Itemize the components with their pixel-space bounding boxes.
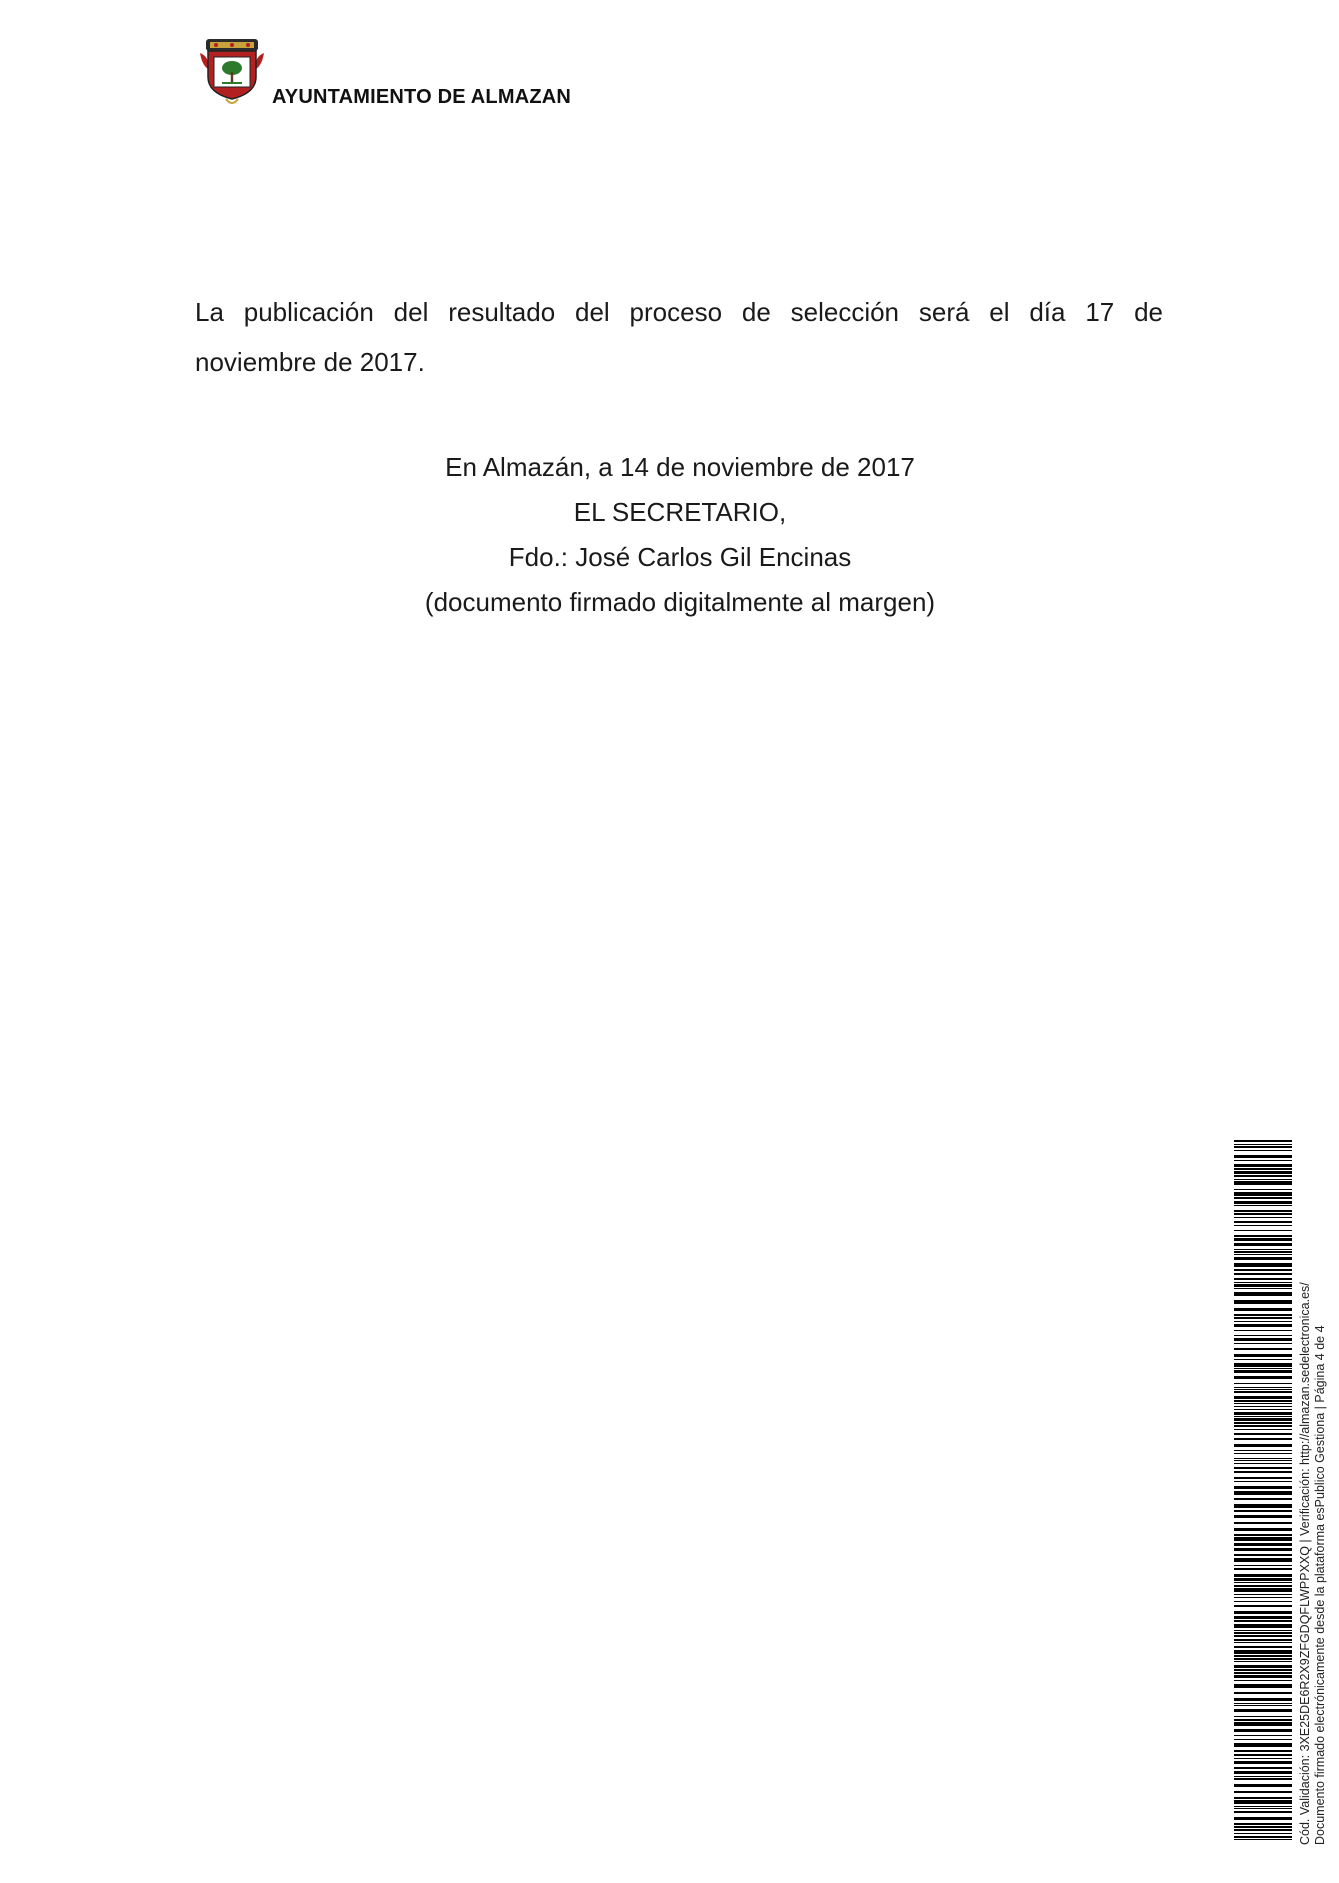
signer-role: EL SECRETARIO, bbox=[573, 497, 787, 527]
platform-line: Documento firmado electrónicamente desde la plataforma esPublico Gestiona | Página 4 de 4 bbox=[1313, 1325, 1327, 1845]
barcode-bar bbox=[1234, 1168, 1292, 1170]
barcode-bar bbox=[1234, 1425, 1292, 1427]
barcode-bar bbox=[1234, 1238, 1292, 1241]
signer-name: Fdo.: José Carlos Gil Encinas bbox=[508, 542, 852, 572]
barcode-bar bbox=[1234, 1444, 1292, 1447]
barcode-bar bbox=[1234, 1308, 1292, 1311]
barcode-bar bbox=[1234, 1438, 1292, 1440]
barcode-bar bbox=[1234, 1537, 1292, 1541]
barcode-bar bbox=[1234, 1317, 1292, 1319]
barcode-bar bbox=[1234, 1616, 1292, 1619]
barcode-bar bbox=[1234, 1406, 1292, 1407]
barcode-bar bbox=[1234, 1189, 1292, 1190]
barcode-bar bbox=[1234, 1510, 1292, 1512]
barcode-bar bbox=[1234, 1164, 1292, 1167]
barcode-bar bbox=[1234, 1754, 1292, 1756]
barcode-bar bbox=[1234, 1477, 1292, 1479]
barcode-bar bbox=[1234, 1585, 1292, 1587]
barcode-bar bbox=[1234, 1716, 1292, 1717]
barcode-bar bbox=[1234, 1481, 1292, 1482]
barcode-bar bbox=[1234, 1389, 1292, 1390]
validation-margin-text bbox=[1298, 1185, 1328, 1845]
barcode-bar bbox=[1234, 1314, 1292, 1316]
barcode-bar bbox=[1234, 1680, 1292, 1681]
barcode-bar bbox=[1234, 1140, 1292, 1142]
barcode-bar bbox=[1234, 1324, 1292, 1327]
barcode-bar bbox=[1234, 1288, 1292, 1289]
barcode-bar bbox=[1234, 1522, 1292, 1524]
barcode-bar bbox=[1234, 1624, 1292, 1628]
barcode-bar bbox=[1234, 1376, 1292, 1379]
barcode-bar bbox=[1234, 1491, 1292, 1495]
barcode-bar bbox=[1234, 1321, 1292, 1322]
barcode-bar bbox=[1234, 1155, 1292, 1158]
barcode-bar bbox=[1234, 1504, 1292, 1508]
barcode-bar bbox=[1234, 1284, 1292, 1287]
barcode-bar bbox=[1234, 1292, 1292, 1296]
body-paragraph-line-2: noviembre de 2017. bbox=[195, 347, 425, 377]
barcode-bar bbox=[1234, 1771, 1292, 1774]
barcode-bar bbox=[1234, 1171, 1292, 1174]
barcode-bar bbox=[1234, 1383, 1292, 1384]
barcode-bar bbox=[1234, 1330, 1292, 1331]
barcode-bar bbox=[1234, 1534, 1292, 1536]
barcode-bar bbox=[1234, 1808, 1292, 1809]
barcode-bar bbox=[1234, 1655, 1292, 1657]
barcode-bar bbox=[1234, 1554, 1292, 1556]
barcode-bar bbox=[1234, 1565, 1292, 1566]
barcode-bar bbox=[1234, 1221, 1292, 1223]
barcode-bar bbox=[1234, 1192, 1292, 1196]
barcode-bar bbox=[1234, 1160, 1292, 1161]
barcode-bar bbox=[1234, 1719, 1292, 1721]
barcode-bar bbox=[1234, 1823, 1292, 1825]
barcode-bar bbox=[1234, 1235, 1292, 1237]
barcode-bar bbox=[1234, 1806, 1292, 1807]
barcode-bar bbox=[1234, 1263, 1292, 1267]
barcode-bar bbox=[1234, 1249, 1292, 1250]
barcode-bar bbox=[1234, 1605, 1292, 1607]
barcode-bar bbox=[1234, 1391, 1292, 1393]
barcode-bar bbox=[1234, 1230, 1292, 1231]
barcode-bar bbox=[1234, 1632, 1292, 1634]
body-paragraph bbox=[195, 287, 1163, 387]
barcode-bar bbox=[1234, 1217, 1292, 1218]
barcode-bar bbox=[1234, 1450, 1292, 1451]
barcode-bar bbox=[1234, 1597, 1292, 1598]
barcode-bar bbox=[1234, 1661, 1292, 1662]
barcode-bar bbox=[1234, 1396, 1292, 1399]
barcode-bar bbox=[1234, 1213, 1292, 1215]
barcode-bar bbox=[1234, 1709, 1292, 1712]
barcode-bar bbox=[1234, 1416, 1292, 1417]
barcode-bar bbox=[1234, 1817, 1292, 1820]
barcode-bar bbox=[1234, 1282, 1292, 1283]
barcode-bar bbox=[1234, 1257, 1292, 1260]
barcode-bar bbox=[1234, 1179, 1292, 1180]
barcode-bar bbox=[1234, 1278, 1292, 1280]
barcode-bar bbox=[1234, 1273, 1292, 1275]
barcode-bar bbox=[1234, 1611, 1292, 1614]
barcode-bar bbox=[1234, 1675, 1292, 1678]
barcode-bar bbox=[1234, 1225, 1292, 1226]
place-date: En Almazán, a 14 de noviembre de 2017 bbox=[445, 452, 915, 482]
barcode-bar bbox=[1234, 1548, 1292, 1551]
barcode-bar bbox=[1234, 1692, 1292, 1694]
barcode-bar bbox=[1234, 1758, 1292, 1759]
barcode-bar bbox=[1234, 1335, 1292, 1336]
barcode-bar bbox=[1234, 1422, 1292, 1424]
barcode-bar bbox=[1234, 1453, 1292, 1454]
barcode-bar bbox=[1234, 1811, 1292, 1813]
barcode-bar bbox=[1234, 1578, 1292, 1581]
barcode-bar bbox=[1234, 1359, 1292, 1360]
barcode-bar bbox=[1234, 1582, 1292, 1583]
barcode-bar bbox=[1234, 1343, 1292, 1344]
barcode-bar bbox=[1234, 1197, 1292, 1199]
barcode-bar bbox=[1234, 1729, 1292, 1732]
coat-of-arms-icon bbox=[196, 35, 268, 107]
barcode-bar bbox=[1234, 1412, 1292, 1415]
barcode-bar bbox=[1234, 1251, 1292, 1253]
barcode-bar bbox=[1234, 1672, 1292, 1674]
barcode-bar bbox=[1234, 1574, 1292, 1577]
barcode-bar bbox=[1234, 1403, 1292, 1404]
barcode-bar bbox=[1234, 1205, 1292, 1206]
barcode-bar bbox=[1234, 1703, 1292, 1704]
barcode-bar bbox=[1234, 1387, 1292, 1388]
barcode-bar bbox=[1234, 1735, 1292, 1736]
barcode-bar bbox=[1234, 1150, 1292, 1151]
barcode-bar bbox=[1234, 1705, 1292, 1706]
barcode-bar bbox=[1234, 1254, 1292, 1255]
barcode-bar bbox=[1234, 1515, 1292, 1518]
barcode-bar bbox=[1234, 1543, 1292, 1546]
barcode-bar bbox=[1234, 1650, 1292, 1654]
barcode-bar bbox=[1234, 1646, 1292, 1648]
barcode-bar bbox=[1234, 1460, 1292, 1461]
barcode-bar bbox=[1234, 1761, 1292, 1764]
barcode-bar bbox=[1234, 1363, 1292, 1367]
barcode-bar bbox=[1234, 1348, 1292, 1350]
barcode-bar bbox=[1234, 1433, 1292, 1435]
barcode-bar bbox=[1234, 1630, 1292, 1631]
barcode-bar bbox=[1234, 1210, 1292, 1212]
barcode-bar bbox=[1234, 1839, 1292, 1840]
barcode-bar bbox=[1234, 1400, 1292, 1402]
barcode-bar bbox=[1234, 1778, 1292, 1780]
barcode-bar bbox=[1234, 1658, 1292, 1660]
barcode-bar bbox=[1234, 1471, 1292, 1473]
barcode-bar bbox=[1234, 1722, 1292, 1726]
signature-note: (documento firmado digitalmente al margen) bbox=[424, 587, 936, 617]
barcode-bar bbox=[1234, 1797, 1292, 1799]
validation-code-line: Cód. Validación: 3XE25DE6R2X9ZFGDQFLWPPXXQ | Verificación: http://almazan.sedelectronica.es/ bbox=[1298, 1282, 1312, 1845]
barcode-bar bbox=[1234, 1463, 1292, 1464]
barcode-bar bbox=[1234, 1486, 1292, 1489]
body-paragraph-line-1: La publicación del resultado del proceso de selección será el día 17 de bbox=[195, 297, 1163, 327]
barcode-bar bbox=[1234, 1642, 1292, 1643]
barcode-bar bbox=[1234, 1243, 1292, 1246]
barcode-bar bbox=[1234, 1409, 1292, 1410]
barcode-bar bbox=[1234, 1620, 1292, 1622]
barcode-bar bbox=[1234, 1338, 1292, 1341]
barcode-bar bbox=[1234, 1684, 1292, 1688]
barcode-bar bbox=[1234, 1767, 1292, 1769]
barcode-bar bbox=[1234, 1588, 1292, 1592]
barcode-bar bbox=[1234, 1269, 1292, 1271]
barcode-bar bbox=[1234, 1467, 1292, 1469]
barcode-bar bbox=[1234, 1800, 1292, 1804]
validation-barcode bbox=[1234, 1140, 1292, 1840]
barcode-bar bbox=[1234, 1739, 1292, 1740]
barcode-bar bbox=[1234, 1750, 1292, 1752]
signature-block bbox=[330, 445, 1030, 625]
barcode-bar bbox=[1234, 1368, 1292, 1369]
barcode-bar bbox=[1234, 1836, 1292, 1838]
barcode-bar bbox=[1234, 1528, 1292, 1531]
barcode-bar bbox=[1234, 1776, 1292, 1777]
barcode-bar bbox=[1234, 1833, 1292, 1834]
barcode-bar bbox=[1234, 1784, 1292, 1787]
organization-name: AYUNTAMIENTO DE ALMAZAN bbox=[272, 86, 572, 108]
barcode-bar bbox=[1234, 1669, 1292, 1671]
barcode-bar bbox=[1234, 1418, 1292, 1421]
barcode-bar bbox=[1234, 1201, 1292, 1204]
barcode-bar bbox=[1234, 1354, 1292, 1357]
barcode-bar bbox=[1234, 1635, 1292, 1637]
barcode-bar bbox=[1234, 1458, 1292, 1459]
barcode-bar bbox=[1234, 1429, 1292, 1430]
barcode-bar bbox=[1234, 1743, 1292, 1747]
barcode-bar bbox=[1234, 1558, 1292, 1562]
barcode-bar bbox=[1234, 1826, 1292, 1828]
barcode-bar bbox=[1234, 1791, 1292, 1793]
barcode-bar bbox=[1234, 1829, 1292, 1831]
barcode-bar bbox=[1234, 1698, 1292, 1701]
barcode-bar bbox=[1234, 1181, 1292, 1185]
barcode-bar bbox=[1234, 1665, 1292, 1668]
barcode-bar bbox=[1234, 1370, 1292, 1373]
barcode-bar bbox=[1234, 1601, 1292, 1602]
barcode-bar bbox=[1234, 1144, 1292, 1145]
barcode-bar bbox=[1234, 1594, 1292, 1595]
barcode-bar bbox=[1234, 1146, 1292, 1148]
barcode-bar bbox=[1234, 1568, 1292, 1570]
barcode-bar bbox=[1234, 1175, 1292, 1177]
barcode-bar bbox=[1234, 1639, 1292, 1641]
barcode-bar bbox=[1234, 1498, 1292, 1500]
barcode-bar bbox=[1234, 1300, 1292, 1304]
